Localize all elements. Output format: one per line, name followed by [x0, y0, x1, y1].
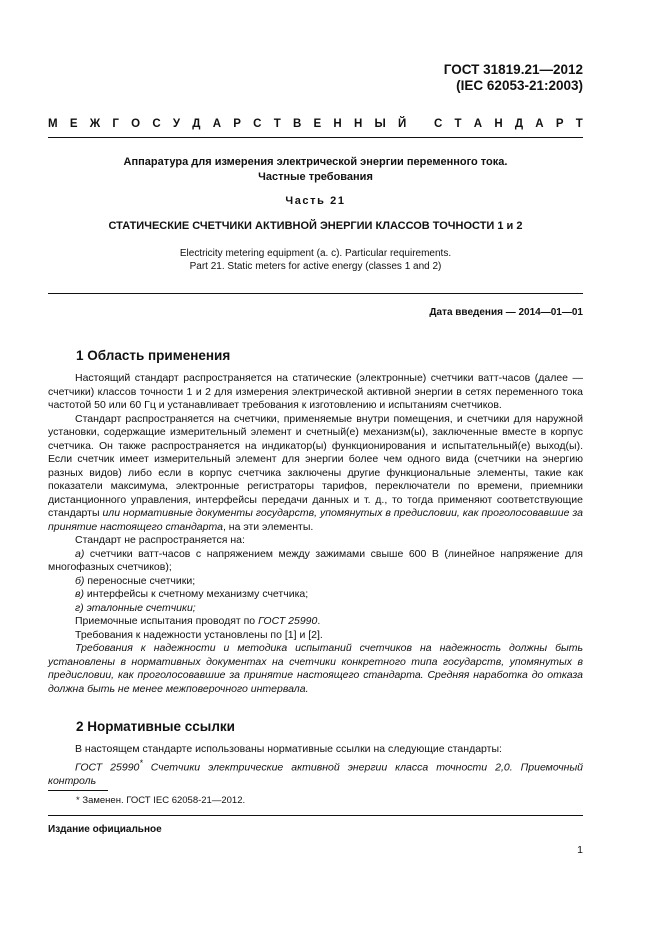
standard-reference: ГОСТ 25990 — [258, 615, 318, 627]
list-marker: в) — [75, 588, 84, 600]
paragraph: Стандарт не распространяется на: — [75, 534, 245, 546]
paragraph-italic: или нормативные документы государств, упомянутых в предисловии, как проголосовавшие за принятие настоящего стандарта — [48, 507, 583, 533]
title-divider — [48, 293, 583, 294]
paragraph: Требования к надежности установлены по [1] и [2]. — [75, 628, 323, 641]
banner-letter: Н — [494, 118, 503, 130]
list-text: интерфейсы к счетному механизму счетчика; — [83, 588, 309, 600]
section-1-body — [48, 372, 583, 696]
banner-letter: Е — [69, 118, 78, 130]
part-title: СТАТИЧЕСКИЕ СЧЕТЧИКИ АКТИВНОЙ ЭНЕРГИИ КЛАССОВ ТОЧНОСТИ 1 и 2 — [108, 220, 523, 232]
iec-number: (IEC 62053-21:2003) — [456, 78, 583, 93]
english-title-line-1: Electricity metering equipment (a. c). Particular requirements. — [179, 248, 452, 259]
paragraph-text: , на эти элементы. — [222, 520, 314, 533]
list-marker: б) — [75, 574, 85, 587]
paragraph-text: Приемочные испытания проводят по — [75, 615, 259, 627]
paragraph: Настоящий стандарт распространяется на статические (электронные) счетчики ватт-часов (далее — счетчики) классов точности 1 и 2 для измерения электрической активной энергии в сетях переменного тока частотой 50 или 60 Гц и устанавливает требования к изготовлению и испытаниям счетчиков. — [48, 372, 583, 411]
banner-letter: С — [253, 118, 262, 130]
top-divider — [48, 137, 583, 138]
paragraph-text: . — [317, 615, 321, 627]
reference-entry — [48, 757, 583, 789]
introduction-date: Дата введения — 2014—01—01 — [429, 307, 583, 318]
list-text: переносные счетчики; — [84, 574, 196, 587]
part-label: Часть 21 — [285, 195, 346, 207]
banner-letter: Й — [398, 118, 407, 130]
banner-letter: М — [48, 118, 58, 130]
banner-letter: Р — [233, 118, 241, 130]
page-number: 1 — [577, 844, 583, 856]
list-item — [48, 548, 583, 575]
banner-letter: О — [131, 118, 141, 130]
banner-letter: С — [433, 118, 443, 130]
banner-letter: Т — [273, 118, 281, 130]
reference-title: Счетчики электрические активной энергии класса точности 2,0. Приемочный контроль — [48, 761, 584, 787]
document-title — [48, 155, 583, 185]
banner-letter: А — [473, 118, 483, 130]
interstate-standard-banner — [48, 118, 583, 130]
list-item: г) эталонные счетчики; — [75, 601, 196, 614]
list-item — [48, 575, 583, 589]
english-title — [48, 247, 583, 273]
banner-letter: Ы — [374, 118, 386, 130]
banner-letter: Н — [353, 118, 363, 130]
banner-letter: Д — [192, 118, 201, 130]
list-item — [48, 588, 583, 602]
list-marker: а) — [75, 547, 85, 560]
standard-number: ГОСТ 31819.21—2012 — [443, 62, 583, 77]
section-2-body — [48, 743, 583, 788]
list-text: счетчики ватт-часов с напряжением между зажимами свыше 600 В (линейное напряжение для многофазных счетчиков); — [48, 547, 583, 573]
section-1-heading: 1 Область применения — [76, 348, 231, 363]
footnote: * Заменен. ГОСТ IEC 62058-21—2012. — [76, 795, 246, 806]
banner-letter: Н — [333, 118, 342, 130]
banner-gap — [419, 118, 422, 130]
official-edition-label: Издание официальное — [48, 824, 162, 835]
paragraph — [48, 413, 583, 535]
banner-letter: В — [292, 118, 302, 130]
banner-letter: А — [535, 118, 544, 130]
footnote-divider — [48, 790, 108, 791]
footer-divider — [48, 815, 583, 816]
paragraph: Требования к надежности и методика испытаний счетчиков на надежность должны быть установлены в нормативных документах на счетчики конкретного типа государств, упомянутых в предисловии, как проголосовавшие за принятие настоящего стандарта. Средняя наработка до отказа должна быть не менее межповерочного интервала. — [48, 642, 583, 695]
banner-letter: У — [172, 118, 181, 130]
paragraph — [48, 615, 583, 629]
section-2-heading: 2 Нормативные ссылки — [76, 719, 235, 734]
footnote-mark: * — [139, 757, 143, 768]
english-title-line-2: Part 21. Static meters for active energy (classes 1 and 2) — [189, 261, 442, 272]
banner-letter: Т — [454, 118, 462, 130]
title-line-1: Аппаратура для измерения электрической энергии переменного тока. — [123, 156, 508, 168]
standard-code-block — [444, 62, 583, 94]
title-line-2: Частные требования — [258, 171, 373, 183]
reference-code: ГОСТ 25990 — [75, 761, 140, 773]
paragraph: В настоящем стандарте использованы нормативные ссылки на следующие стандарты: — [75, 743, 502, 755]
banner-letter: С — [152, 118, 161, 130]
banner-letter: Г — [112, 118, 119, 130]
banner-letter: Д — [514, 118, 524, 130]
banner-letter: Р — [555, 118, 564, 130]
paragraph-text: Стандарт распространяется на счетчики, применяемые внутри помещения, и счетчики для наружной установки, содержащие измерительный элемент и счетный(е) механизм(ы), заключенные вместе в корпус счетчика. Он также распространяется на индикатор(ы) функционирования и испытательный(е) выход(ы). Если счетчик имеет измерительный элемент для энергии более чем одного вида (счетчики на энергию разных видов) либо если в корпус счетчика заключены другие функциональные элементы, такие как показатели максимума, электронные регистраторы тарифов, переключатели по времени, приемники дистанционного управления, интерфейсы передачи данных и т. д., то тогда применяют соответствующие стандарты — [48, 412, 583, 519]
banner-letter: А — [212, 118, 222, 130]
banner-letter: Е — [313, 118, 322, 130]
banner-letter: Ж — [89, 118, 101, 130]
banner-letter: Т — [575, 118, 583, 130]
